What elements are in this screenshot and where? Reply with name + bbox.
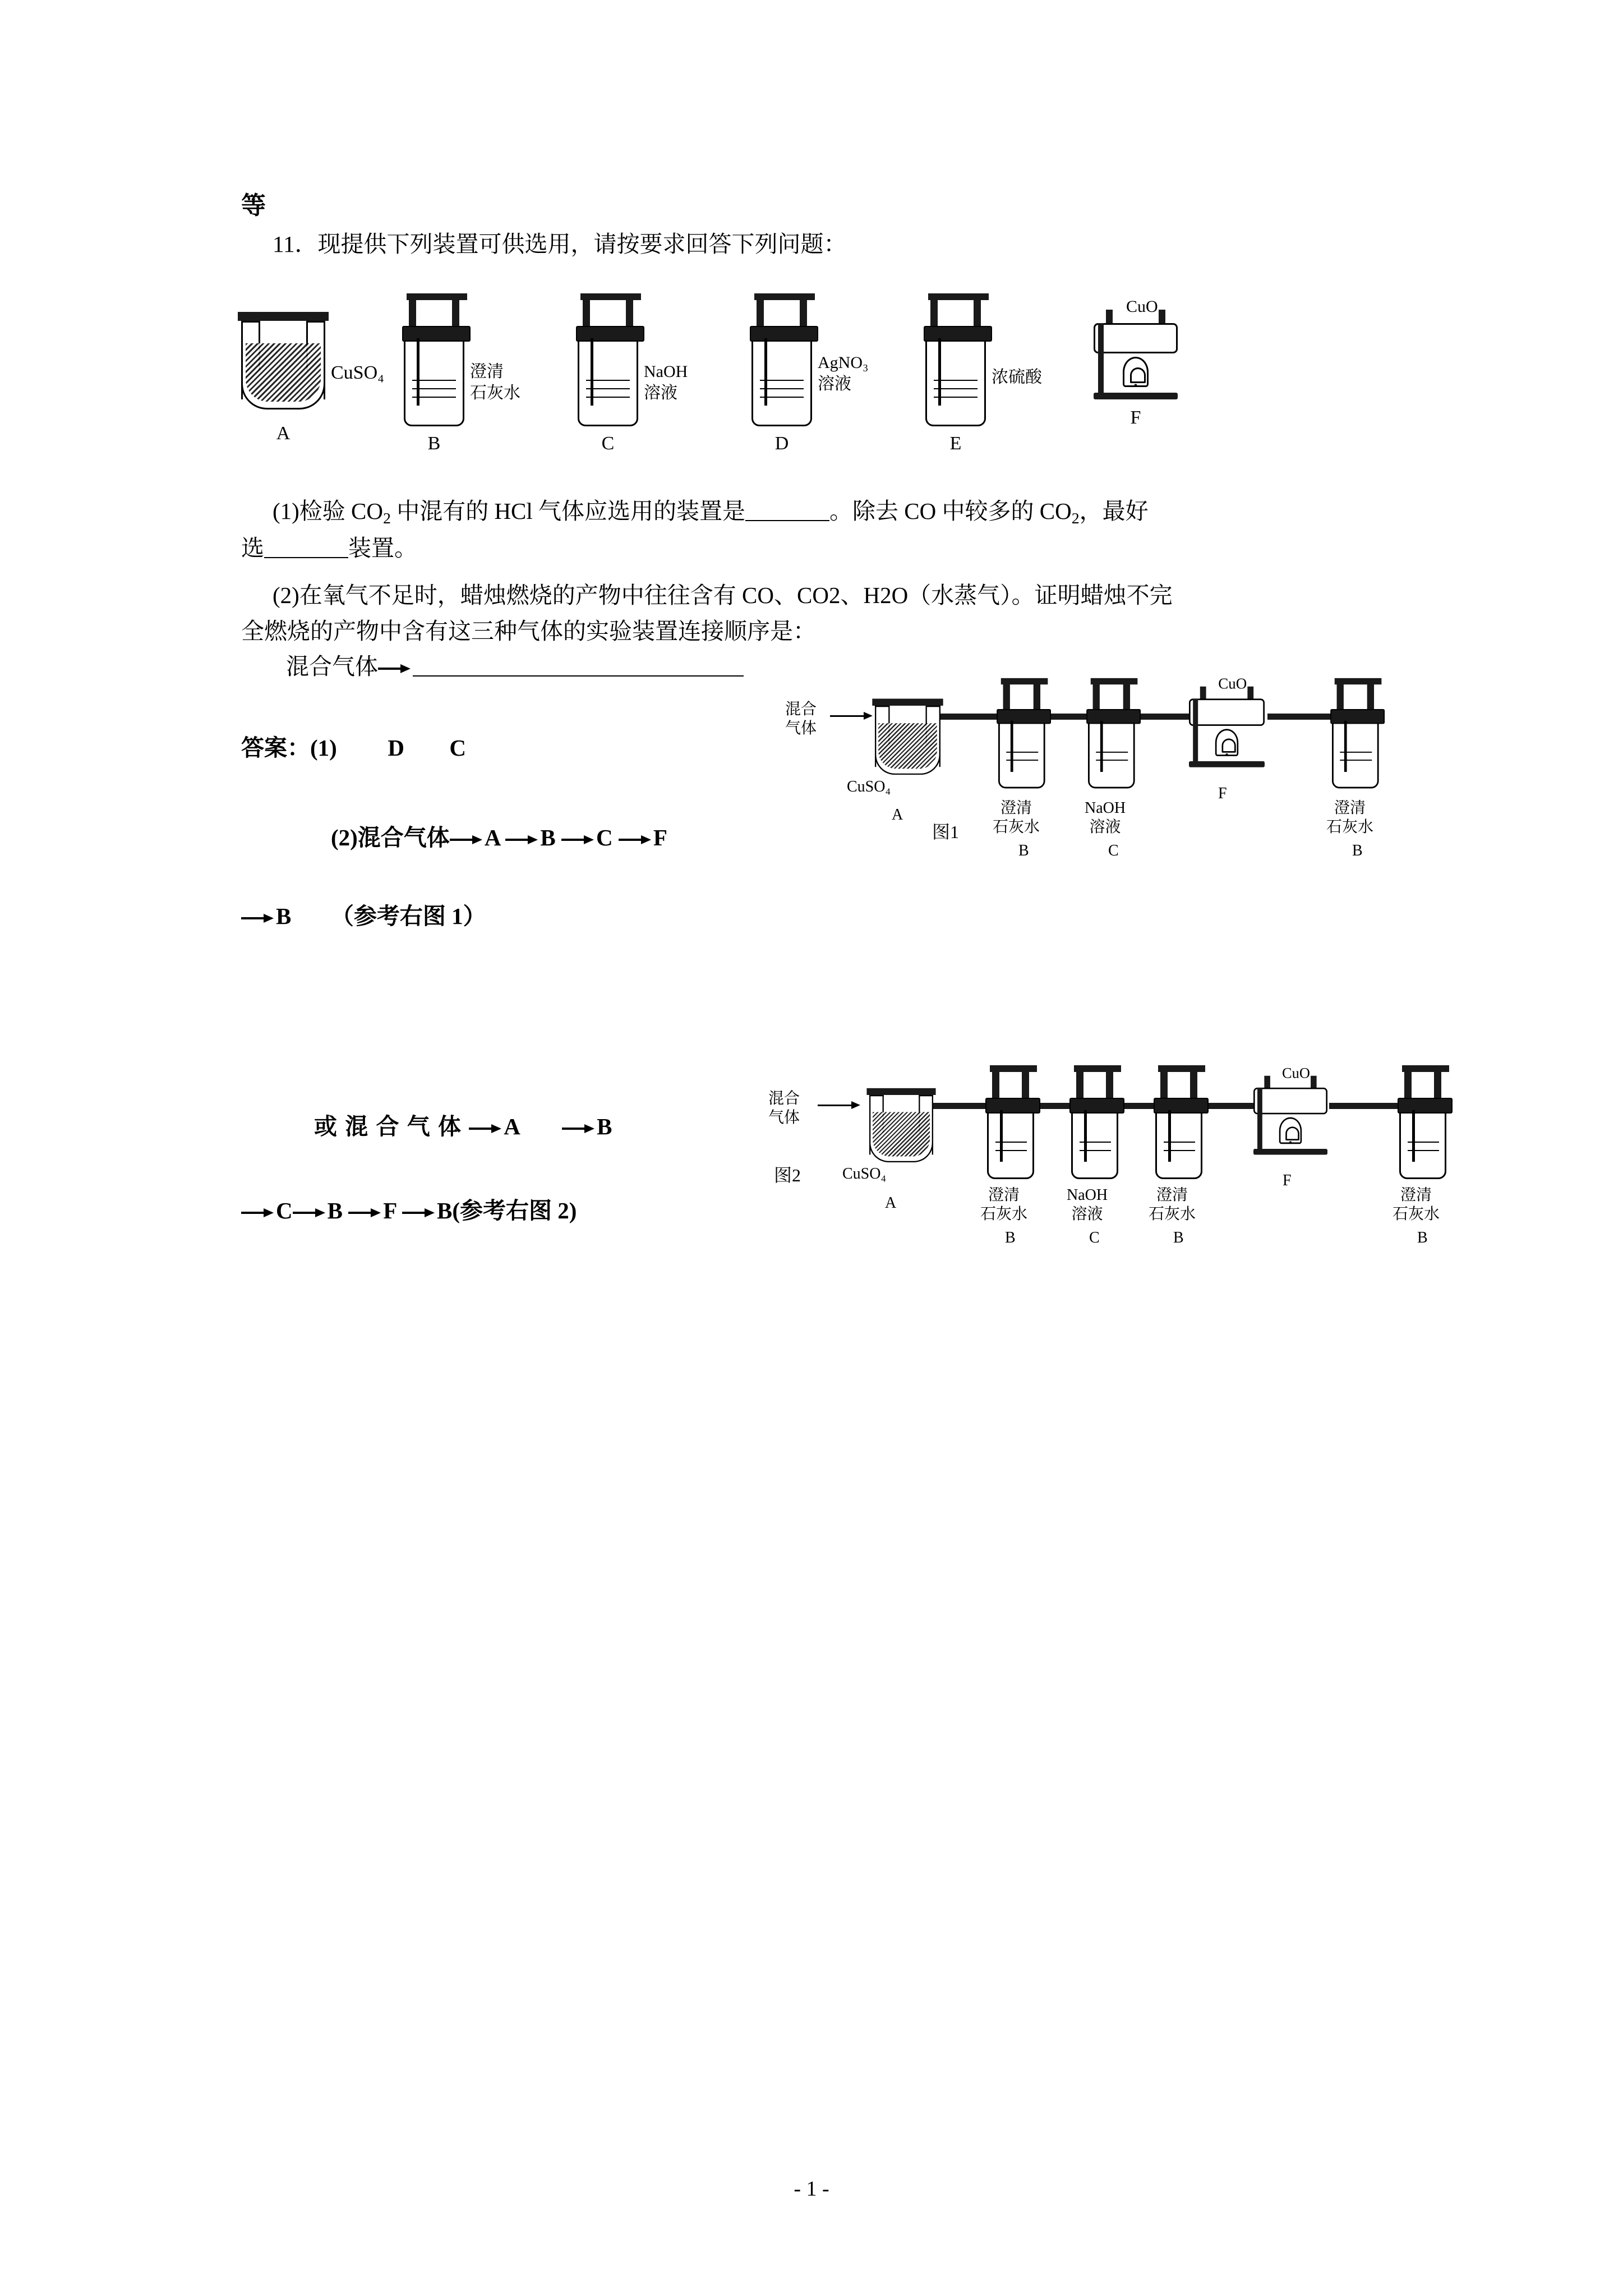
gas-washing-bottle-drawing (1071, 1108, 1118, 1179)
answer-blank-2[interactable] (264, 557, 348, 558)
answer-3-f: F (383, 1198, 396, 1223)
sub2-line2-text: 全燃烧的产物中含有这三种气体的实验装置连接顺序是： (241, 618, 816, 644)
apparatus-C-caption (644, 361, 688, 403)
figure-1-B2-label-1: 澄清 (1334, 799, 1366, 817)
arrow-icon (241, 1208, 276, 1217)
arrow-icon (450, 835, 485, 844)
apparatus-C-label-2: 溶液 (644, 383, 677, 402)
figure-2-inlet-line1: 混合 (768, 1090, 800, 1107)
apparatus-F-letter: F (1130, 407, 1141, 428)
answer-label: 答案：(1) (241, 735, 337, 761)
answer-3-prefix: 或 混 合 气 体 (314, 1114, 462, 1139)
figure-1-B2-label-2: 石灰水 (1326, 818, 1374, 836)
figure-1-inlet-line2: 气体 (785, 719, 817, 737)
sub1-line2-pre: 选 (241, 535, 264, 561)
figure-2-A-chemical: CuSO₄ (842, 1165, 887, 1182)
figure-2-B3-label-2: 石灰水 (1393, 1205, 1440, 1223)
figure-1-C-label (1085, 799, 1126, 836)
figure-1 (785, 673, 1458, 926)
figure-2 (768, 1066, 1497, 1329)
figure-2-inlet-line2: 气体 (768, 1108, 800, 1126)
figure-1-device-F (1189, 675, 1273, 802)
mixed-gas-label: 混合气体 (286, 654, 378, 680)
figure-2-B3-label (1393, 1186, 1440, 1223)
answer-blank-3[interactable] (413, 675, 676, 677)
answer-3-b3: B (437, 1198, 453, 1223)
figure-1-F-letter: F (1218, 785, 1227, 802)
u-tube-drawing (875, 706, 940, 776)
sub1-tail: ，最好 (1079, 498, 1149, 524)
figure-2-caption: 图2 (774, 1165, 801, 1185)
arrow-icon (293, 1208, 328, 1217)
figure-2-B2-label-2: 石灰水 (1149, 1205, 1196, 1223)
gas-washing-bottle-drawing (925, 337, 986, 426)
tube-furnace-drawing (1189, 675, 1265, 776)
figure-2-device-F (1253, 1065, 1338, 1189)
gas-washing-bottle-drawing (1088, 719, 1135, 789)
gas-washing-bottle-drawing (751, 337, 812, 426)
figure-2-device-A (842, 1095, 953, 1212)
apparatus-B (404, 337, 520, 454)
question-stem (241, 227, 1396, 263)
answer-3-b2: B (327, 1198, 343, 1223)
figure-1-C-label-1: NaOH (1085, 799, 1126, 817)
arrow-icon (402, 1208, 437, 1217)
answer-2-note: （参考右图 1） (330, 903, 486, 929)
sub1-post: 。除去 CO 中较多的 CO (829, 498, 1072, 524)
figure-1-caption: 图1 (932, 822, 960, 842)
apparatus-D-label-2: 溶液 (818, 374, 851, 393)
figure-2-B2-letter: B (1173, 1229, 1184, 1246)
figure-1-B1-letter: B (1018, 842, 1029, 859)
figure-2-B1-letter: B (1005, 1229, 1016, 1246)
apparatus-C-label-1: NaOH (644, 362, 688, 381)
sub-question-1-line-2 (241, 531, 1396, 567)
arrow-icon (469, 1124, 504, 1133)
figure-2-A-letter: A (885, 1194, 897, 1212)
sub-question-2-line-2 (241, 614, 1396, 650)
answer-3-note: (参考右图 2) (452, 1198, 577, 1223)
answer-line-5 (241, 1192, 577, 1225)
arrow-icon (561, 835, 596, 844)
u-tube-drawing (869, 1095, 933, 1163)
figure-2-C-label-1: NaOH (1067, 1186, 1108, 1204)
apparatus-D (751, 337, 869, 454)
figure-1-A-chemical: CuSO₄ (847, 778, 891, 795)
answer-line-4 (314, 1108, 613, 1141)
figure-1-B1-label-2: 石灰水 (993, 818, 1040, 836)
sub-question-1-line-1: (1)检验 $CO_2$ 中混有的 HCl 气体应选用的装置是 。除去 CO 中较多的 $CO_2$，最好 (273, 498, 1149, 527)
page-number: - 1 - (794, 2177, 829, 2201)
apparatus-B-label-1: 澄清 (470, 362, 504, 381)
sub1-line2-post: 装置。 (348, 535, 417, 561)
figure-2-device-B3 (1393, 1108, 1446, 1246)
arrow-icon (619, 835, 653, 844)
figure-2-B2-label (1149, 1186, 1196, 1223)
answer-line-1 (241, 729, 466, 762)
apparatus-E (925, 337, 1042, 454)
figure-2-device-B2 (1149, 1108, 1202, 1246)
apparatus-A-chemical: CuSO₄ (331, 362, 384, 383)
answer-2-c: C (596, 825, 613, 850)
answer-2-a: A (484, 825, 500, 850)
apparatus-figure-row (241, 292, 1239, 454)
figure-1-B1-label-1: 澄清 (1000, 799, 1032, 817)
figure-1-C-letter: C (1108, 842, 1119, 859)
apparatus-E-label-1: 浓硫酸 (992, 368, 1042, 386)
arrow-icon (505, 835, 540, 844)
figure-1-device-B1 (993, 719, 1048, 859)
answer-3-a: A (504, 1114, 520, 1139)
apparatus-C (578, 337, 688, 454)
apparatus-B-label-2: 石灰水 (470, 383, 520, 402)
figure-2-C-letter: C (1089, 1229, 1100, 1246)
figure-1-A-letter: A (892, 806, 903, 823)
figure-2-inlet-label (768, 1089, 800, 1127)
answer-line-3 (241, 898, 486, 931)
figure-1-device-C (1085, 719, 1137, 859)
figure-2-B3-label-1: 澄清 (1400, 1186, 1432, 1204)
figure-2-device-C (1067, 1108, 1118, 1246)
tube-furnace-drawing (1094, 297, 1178, 409)
question-text-block (241, 185, 1396, 263)
answer-2-f: F (653, 825, 667, 850)
gas-washing-bottle-drawing (998, 719, 1045, 789)
inflow-arrow-icon (818, 1101, 866, 1111)
arrow-icon (241, 914, 276, 923)
gas-washing-bottle-drawing (987, 1108, 1034, 1179)
apparatus-E-caption (992, 367, 1042, 388)
answer-line-2 (331, 819, 667, 852)
apparatus-A (241, 321, 384, 444)
u-tube-drawing (241, 321, 325, 411)
answer-blank-1[interactable] (745, 520, 829, 521)
gas-washing-bottle-drawing (1332, 719, 1379, 789)
answer-3-c: C (276, 1198, 293, 1223)
arrow-icon (378, 664, 413, 673)
apparatus-D-caption (818, 352, 868, 394)
apparatus-B-letter: B (427, 433, 441, 454)
sub2-line1-text: (2)在氧气不足时，蜡烛燃烧的产物中往往含有 CO、CO2、H2O（水蒸气）。证明蜡烛不完 (273, 582, 1173, 608)
apparatus-B-caption (470, 361, 520, 403)
figure-2-C-label (1067, 1186, 1108, 1223)
tube-furnace-drawing (1253, 1065, 1327, 1163)
sub1-mid: 中混有的 HCl 气体应选用的装置是 (396, 498, 746, 524)
figure-2-B1-label-1: 澄清 (988, 1186, 1020, 1204)
answer-blank-4[interactable] (676, 675, 744, 677)
apparatus-F (1094, 297, 1178, 428)
gas-washing-bottle-drawing (1399, 1108, 1446, 1179)
apparatus-E-letter: E (949, 433, 962, 454)
apparatus-D-letter: D (774, 433, 789, 454)
gas-washing-bottle-drawing (1155, 1108, 1202, 1179)
figure-2-F-letter: F (1283, 1172, 1292, 1189)
figure-1-B1-label (993, 799, 1040, 836)
figure-2-B2-label-1: 澄清 (1156, 1186, 1188, 1204)
figure-1-inlet-label (785, 700, 817, 738)
figure-1-inlet-line1: 混合 (785, 701, 817, 718)
arrow-icon (562, 1124, 597, 1133)
answer-3-b: B (597, 1114, 614, 1139)
apparatus-D-label-1: AgNO₃ (818, 353, 869, 372)
figure-1-B2-letter: B (1352, 842, 1363, 859)
gas-washing-bottle-drawing (404, 337, 464, 426)
figure-2-B1-label-2: 石灰水 (980, 1205, 1028, 1223)
answer-1-second: C (449, 735, 467, 761)
question-stem-text: 现提供下列装置可供选用，请按要求回答下列问题： (317, 231, 847, 257)
sub-question-2-line-1 (241, 578, 1396, 614)
apparatus-F-chemical: CuO (1126, 297, 1158, 316)
figure-2-C-label-2: 溶液 (1071, 1205, 1103, 1223)
question-number: 11． (273, 231, 318, 257)
answer-1-first: D (388, 735, 404, 761)
arrow-icon (348, 1208, 383, 1217)
gas-washing-bottle-drawing (578, 337, 638, 426)
figure-1-C-label-2: 溶液 (1089, 818, 1121, 836)
figure-1-B2-label (1326, 799, 1373, 836)
inflow-arrow-icon (830, 711, 878, 721)
figure-2-B3-letter: B (1417, 1229, 1428, 1246)
figure-2-device-B1 (980, 1108, 1034, 1246)
sub1-pre: (1)检验 CO (273, 498, 384, 524)
top-fragment: 等 (241, 192, 266, 219)
figure-1-device-A (847, 706, 959, 823)
figure-1-device-B2 (1326, 719, 1381, 859)
answer-2-tail: B (276, 903, 292, 929)
sub-question-2 (241, 578, 1396, 685)
answer-2-prefix: (2)混合气体 (331, 825, 450, 850)
figure-1-F-chemical: CuO (1218, 675, 1247, 692)
apparatus-C-letter: C (601, 433, 615, 454)
apparatus-A-letter: A (276, 423, 291, 444)
figure-2-B1-label (980, 1186, 1027, 1223)
sub-question-1 (241, 494, 1396, 567)
figure-2-F-chemical: CuO (1282, 1065, 1310, 1082)
answer-2-b: B (540, 825, 556, 850)
